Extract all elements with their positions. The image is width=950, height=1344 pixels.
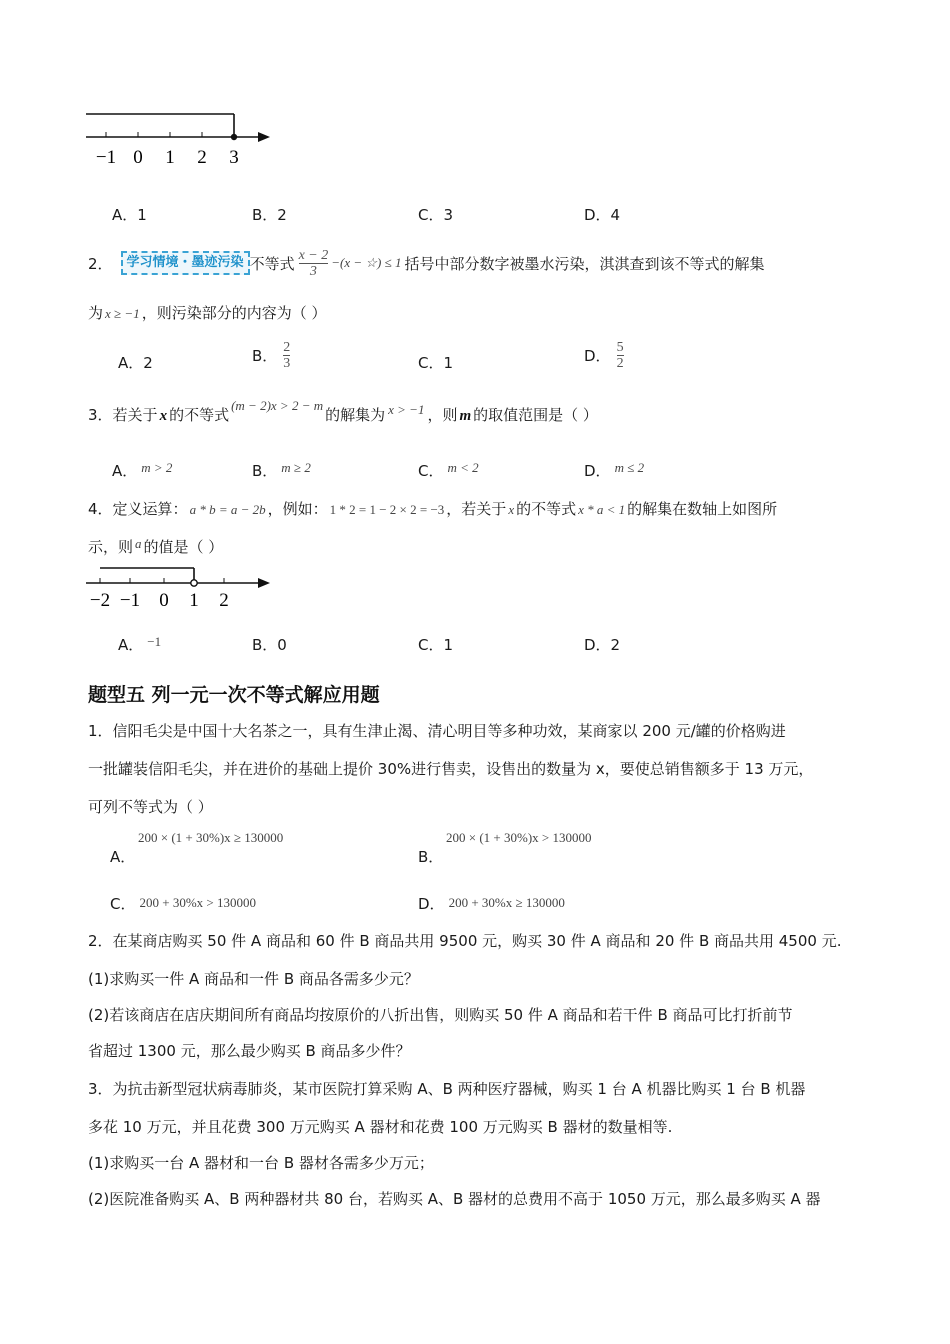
option-c <box>418 460 479 481</box>
problem-2-line-3: (2)若该商店在店庆期间所有商品均按原价的八折出售，则购买 50 件 A 商品和若干件 B 商品可比打折前节 <box>88 1006 793 1024</box>
option-d <box>584 460 644 481</box>
option-b: B．0 <box>252 636 287 654</box>
problem-1-line-1: 1．信阳毛尖是中国十大名茶之一，具有生津止渴、清心明目等多种功效，某商家以 200 元/罐的价格购进 <box>88 722 786 740</box>
option-d <box>418 893 565 914</box>
problem-3-line-3: (1)求购买一台 A 器材和一台 B 器材各需多少万元； <box>88 1154 434 1172</box>
option-b <box>252 460 311 481</box>
tick-label: −2 <box>89 590 111 610</box>
number-line-1 <box>84 108 284 172</box>
option-b: B． <box>418 848 444 866</box>
definition: a * b = a − 2b <box>189 502 266 517</box>
fraction <box>283 340 290 371</box>
option-c: C．1 <box>418 354 454 372</box>
question-2-line-1 <box>88 242 765 284</box>
text: 的解集为 <box>325 406 386 424</box>
problem-2-line-2: (1)求购买一件 A 商品和一件 B 商品各需多少元？ <box>88 970 419 988</box>
example: 1 * 2 = 1 − 2 × 2 = −3 <box>329 502 445 517</box>
question-4-line-1 <box>88 498 777 519</box>
text: ，则 <box>427 406 458 424</box>
fraction-numerator: x − 2 <box>298 247 329 263</box>
text: 定义运算： <box>112 500 188 518</box>
text: ，若关于 <box>446 500 507 518</box>
option-math: −1 <box>147 634 162 649</box>
text: 若关于 <box>112 406 158 424</box>
fraction-denominator: 2 <box>616 356 624 371</box>
fraction <box>617 340 624 371</box>
fraction-numerator: 2 <box>283 340 291 355</box>
option-d <box>584 340 624 371</box>
option-d: D．4 <box>584 206 621 224</box>
tick-label: 0 <box>133 147 143 168</box>
solution-set: x ≥ −1 <box>105 306 140 321</box>
text: 的取值范围是（ ） <box>473 406 598 424</box>
text: ，则污染部分的内容为（ ） <box>141 304 327 322</box>
section-title: 题型五 列一元一次不等式解应用题 <box>88 684 380 706</box>
tick-label: 1 <box>165 147 175 168</box>
option-a: A．1 <box>112 206 147 224</box>
question-2-line-2 <box>88 302 326 323</box>
problem-3-line-2: 多花 10 万元，并且花费 300 万元购买 A 器材和花费 100 万元购买 B 器材的数量相等. <box>88 1118 673 1136</box>
tick-label: 3 <box>229 147 239 168</box>
fraction-numerator: 5 <box>616 340 624 355</box>
variable: x <box>159 408 168 424</box>
question-3 <box>88 398 598 425</box>
option-label: B． <box>252 347 278 365</box>
text: 为 <box>88 304 104 322</box>
question-number: 4． <box>88 500 113 518</box>
option-c: C．3 <box>418 206 454 224</box>
variable: x <box>508 502 515 517</box>
text: 的不等式 <box>169 406 230 424</box>
option-label: A． <box>118 636 144 654</box>
problem-3-line-1: 3．为抗击新型冠状病毒肺炎，某市医院打算采购 A、B 两种医疗器械，购买 1 台 A 机器比购买 1 台 B 机器 <box>88 1080 806 1098</box>
option-label: A． <box>112 462 138 480</box>
tick-label: 1 <box>189 590 199 610</box>
option-math: m ≥ 2 <box>281 460 311 475</box>
option-c <box>110 893 256 914</box>
problem-2-line-1: 2．在某商店购买 50 件 A 商品和 60 件 B 商品共用 9500 元，购买 30 件 A 商品和 20 件 B 商品共用 4500 元. <box>88 932 842 950</box>
fraction-denominator: 3 <box>283 356 291 371</box>
option-math: m > 2 <box>141 460 173 475</box>
fraction-denominator: 3 <box>309 263 317 279</box>
option-b <box>252 340 290 371</box>
option-label: D． <box>418 895 445 913</box>
text: 不等式 <box>249 254 295 273</box>
option-label: D． <box>584 462 611 480</box>
question-number: 3． <box>88 406 113 424</box>
text: 的不等式 <box>516 500 577 518</box>
option-c: C．1 <box>418 636 454 654</box>
tick-label: 2 <box>219 590 229 610</box>
question-4-line-2 <box>88 536 223 557</box>
option-label: C． <box>418 462 444 480</box>
text: 括号中部分数字被墨水污染，淇淇查到该不等式的解集 <box>404 254 765 273</box>
option-a <box>112 460 172 481</box>
option-a: A．2 <box>118 354 153 372</box>
inequality: x * a < 1 <box>578 502 626 517</box>
text: 的值是（ ） <box>143 538 224 556</box>
problem-3-line-4: (2)医院准备购买 A、B 两种器材共 80 台，若购买 A、B 器材的总费用不高于 1050 万元，那么最多购买 A 器 <box>88 1190 821 1208</box>
variable: a <box>135 536 142 551</box>
problem-1-line-2: 一批罐装信阳毛尖，并在进价的基础上提价 30%进行售卖，设售出的数量为 x，要使总销售额多于 13 万元， <box>88 760 814 778</box>
option-d: D．2 <box>584 636 621 654</box>
expression: −(x − ☆) ≤ 1 <box>331 255 402 270</box>
text: 示，则 <box>88 538 134 556</box>
number-line-2 <box>84 562 284 610</box>
option-b: B．2 <box>252 206 287 224</box>
option-label: B． <box>252 462 278 480</box>
fraction <box>299 248 329 279</box>
option-a: A． <box>110 848 136 866</box>
problem-1-line-3: 可列不等式为（ ） <box>88 798 213 816</box>
context-tag: 学习情境・墨迹污染 <box>121 251 250 275</box>
problem-2-line-4: 省超过 1300 元，那么最少购买 B 商品多少件？ <box>88 1042 411 1060</box>
option-math: m ≤ 2 <box>614 460 645 475</box>
option-label: C． <box>110 895 136 913</box>
option-label: D． <box>584 347 611 365</box>
option-a-math: 200 × (1 + 30%)x ≥ 130000 <box>138 830 284 845</box>
tick-label: 0 <box>159 590 169 610</box>
option-math: m < 2 <box>447 460 479 475</box>
option-a <box>118 634 161 655</box>
tick-label: −1 <box>95 147 117 168</box>
text: ，例如： <box>267 500 328 518</box>
option-b-math: 200 × (1 + 30%)x > 130000 <box>446 830 592 845</box>
option-math: 200 + 30%x ≥ 130000 <box>448 895 565 910</box>
tick-label: 2 <box>197 147 207 168</box>
question-number: 2． <box>88 254 113 273</box>
option-math: 200 + 30%x > 130000 <box>139 895 256 910</box>
variable: m <box>459 408 472 424</box>
inequality: (m − 2)x > 2 − m <box>231 398 324 413</box>
text: 的解集在数轴上如图所 <box>627 500 778 518</box>
tick-label: −1 <box>119 590 141 610</box>
solution-set: x > −1 <box>388 402 425 417</box>
